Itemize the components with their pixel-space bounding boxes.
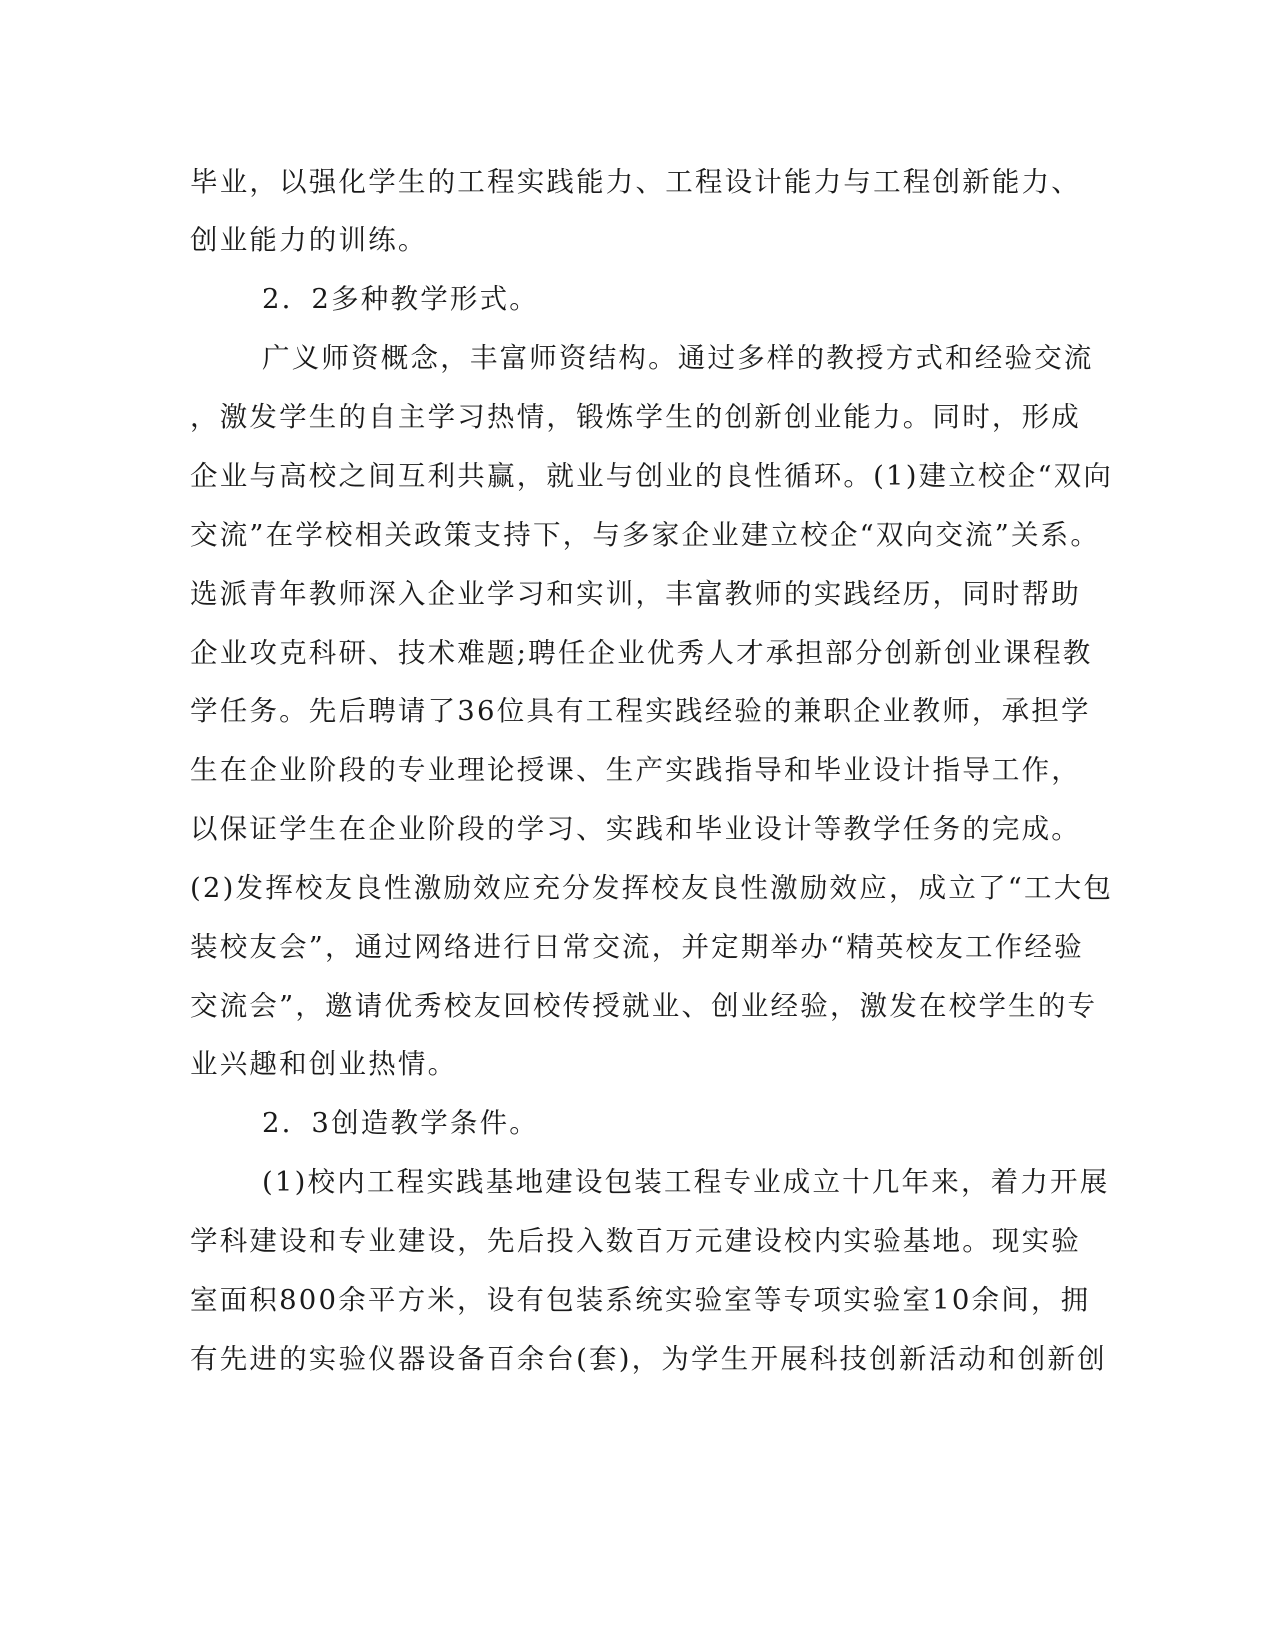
text-line: 有先进的实验仪器设备百余台(套)，为学生开展科技创新活动和创新创 [190, 1343, 1107, 1375]
text-line: 装校友会”，通过网络进行日常交流，并定期举办“精英校友工作经验 [190, 931, 1084, 963]
text-line: 学任务。先后聘请了36位具有工程实践经验的兼职企业教师，承担学 [190, 695, 1091, 727]
text-line: 室面积800余平方米，设有包装系统实验室等专项实验室10余间，拥 [190, 1284, 1091, 1316]
text-line: 以保证学生在企业阶段的学习、实践和毕业设计等教学任务的完成。 [190, 813, 1081, 845]
section-heading: 2．2多种教学形式。 [262, 283, 539, 315]
text-line: 选派青年教师深入企业学习和实训，丰富教师的实践经历，同时帮助 [190, 578, 1081, 610]
text-line: 企业与高校之间互利共赢，就业与创业的良性循环。(1)建立校企“双向 [190, 460, 1114, 492]
text-line: 生在企业阶段的专业理论授课、生产实践指导和毕业设计指导工作， [190, 754, 1081, 786]
text-line: (1)校内工程实践基地建设包装工程专业成立十几年来，着力开展 [262, 1166, 1110, 1198]
text-line: (2)发挥校友良性激励效应充分发挥校友良性激励效应，成立了“工大包 [190, 872, 1114, 904]
text-line: ，激发学生的自主学习热情，锻炼学生的创新创业能力。同时，形成 [190, 401, 1081, 433]
text-line: 学科建设和专业建设，先后投入数百万元建设校内实验基地。现实验 [190, 1225, 1081, 1257]
text-line: 创业能力的训练。 [190, 224, 428, 256]
section-heading: 2．3创造教学条件。 [262, 1107, 539, 1139]
text-line: 广义师资概念，丰富师资结构。通过多样的教授方式和经验交流 [262, 342, 1094, 374]
text-line: 业兴趣和创业热情。 [190, 1048, 458, 1080]
text-line: 交流会”，邀请优秀校友回校传授就业、创业经验，激发在校学生的专 [190, 990, 1098, 1022]
text-line: 交流”在学校相关政策支持下，与多家企业建立校企“双向交流”关系。 [190, 519, 1101, 551]
text-line: 毕业，以强化学生的工程实践能力、工程设计能力与工程创新能力、 [190, 166, 1081, 198]
text-line: 企业攻克科研、技术难题;聘任企业优秀人才承担部分创新创业课程教 [190, 637, 1093, 669]
